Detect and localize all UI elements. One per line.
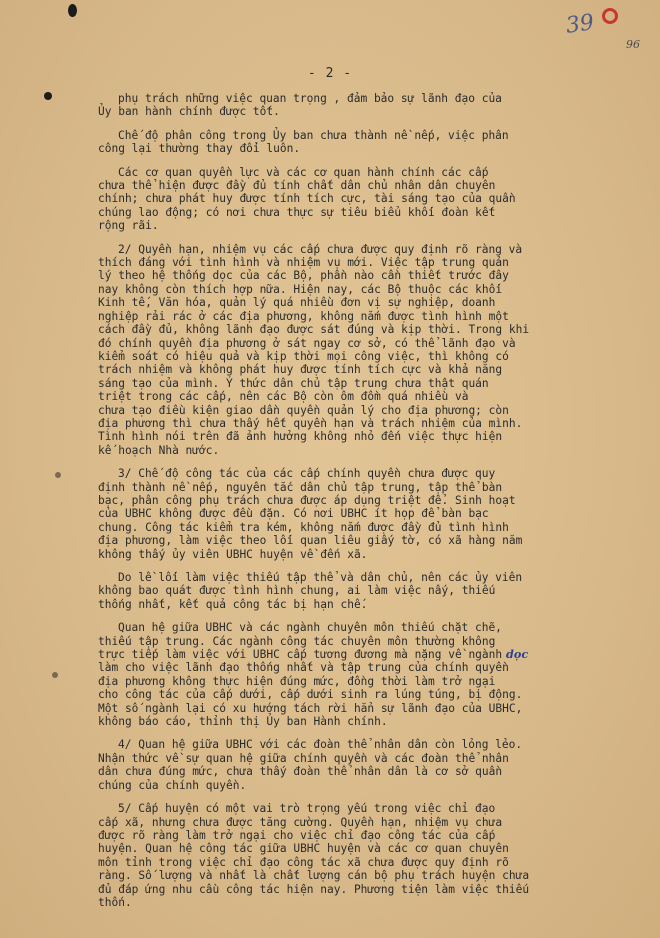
text-line: làm cho việc lãnh đạo thống nhất và tập trung của chính quyền [98, 661, 509, 675]
text-line: đó chính quyền địa phương ở sát ngay cơ sở, có thể lãnh đạo và [98, 336, 516, 350]
paragraph [98, 166, 623, 233]
text-line: dân chưa đúng mức, chưa thấy đoàn thể nhân dân là cơ sở quần [98, 765, 503, 779]
text-line: của UBHC không được đều đặn. Có nơi UBHC ít họp để bàn bạc [98, 507, 489, 521]
text-line: thốn. [98, 895, 132, 909]
text-line: cho công tác của cấp dưới, cấp dưới sinh ra lúng túng, bị động. [98, 688, 523, 702]
text-line: Ủy ban hành chính được tốt. [98, 105, 280, 119]
text-line: nay không còn thích hợp nữa. Hiện nay, các Bộ thuộc các khối [98, 282, 503, 296]
text-line: thống nhất, kết quả công tác bị hạn chế. [98, 597, 368, 611]
paragraph [98, 621, 623, 728]
paragraph [98, 738, 623, 792]
text-line: không thấy ủy viên UBHC huyện về đến xã. [98, 547, 368, 561]
text-line: trực tiếp làm việc với UBHC cấp tương đương mà nặng về ngành dọc [98, 647, 529, 662]
text-line: chưa tạo điều kiện giao dần quyền quản lý cho địa phương; còn [98, 403, 509, 417]
paragraph [98, 802, 623, 909]
text-line: Kinh tế, Văn hóa, quản lý quá nhiều đơn vị sự nghiệp, doanh [98, 296, 496, 310]
text-line: cách đầy đủ, không lãnh đạo được sát đúng và kịp thời. Trong khi [98, 323, 530, 337]
paragraph [98, 92, 623, 119]
text-line: nghiệp rải rác ở các địa phương, không nắm được tình hình một [98, 309, 509, 323]
text-line: Tình hình nói trên đã ảnh hưởng không nhỏ đến việc thực hiện [98, 430, 503, 444]
paragraph [98, 243, 623, 458]
text-line: Một số ngành lại có xu hướng tách rời hẳn sự lãnh đạo của UBHC, [98, 701, 523, 715]
text-line: cấp xã, nhưng chưa được tăng cường. Quyền hạn, nhiệm vụ chưa [98, 815, 503, 829]
punch-hole-top [68, 4, 77, 17]
text-line: triệt trong các cấp, nên các Bộ còn ôm đồm quá nhiều và [98, 390, 469, 404]
text-line: môn tỉnh trong việc chỉ đạo công tác xã chưa được quy định rõ [98, 855, 509, 869]
text-line: chung. Công tác kiểm tra kém, không nắm được đầy đủ tình hình [98, 520, 509, 534]
text-line: thiếu tập trung. Các ngành công tác chuyên môn thường không [98, 634, 496, 648]
text-line: chưa thể hiện được đầy đủ tính chất dân chủ nhân dân chuyên [98, 179, 496, 193]
paragraph [98, 571, 623, 611]
text-line: chúng của chính quyền. [98, 778, 247, 792]
text-line: Nhận thức về sự quan hệ giữa chính quyền và các đoàn thể nhân [98, 751, 509, 765]
handwritten-margin-note: dọc [502, 647, 529, 662]
text-line: được rõ ràng làm trở ngại cho việc chỉ đạo công tác của cấp [98, 828, 496, 842]
punch-hole-mid [55, 472, 61, 478]
text-line: phụ trách những việc quan trọng , đảm bảo sự lãnh đạo của [118, 92, 502, 105]
punch-hole-lower [52, 672, 58, 678]
archive-number: 39 [564, 10, 596, 39]
text-line: kiểm soát có hiệu quả và kịp thời mọi công việc, thì không có [98, 349, 509, 363]
text-line: địa phương không thực hiện đúng mức, đồng thời làm trở ngại [98, 674, 496, 688]
text-line: công lại thường thay đổi luôn. [98, 142, 301, 156]
text-line: kế hoạch Nhà nước. [98, 443, 220, 457]
text-line: sáng tạo của mình. Ý thức dân chủ tập trung chưa thật quán [98, 376, 489, 390]
text-line: bạc, phân công phụ trách chưa được áp dụng triệt để. Sinh hoạt [98, 493, 516, 507]
text-line: Các cơ quan quyền lực và các cơ quan hành chính các cấp [118, 165, 489, 179]
text-line: 5/ Cấp huyện có một vai trò trọng yếu trong việc chỉ đạo [118, 802, 496, 816]
document-body [98, 92, 623, 919]
text-line: chúng lao động; có nơi chưa thực sự tiêu biểu khối đoàn kết [98, 205, 496, 219]
text-line: Chế độ phân công trong Ủy ban chưa thành nề nếp, việc phân [118, 128, 509, 142]
text-line: Do lề lối làm việc thiếu tập thể và dân chủ, nên các ủy viên [118, 571, 523, 584]
text-line: lý theo hệ thống dọc của các Bộ, phần nào cần thiết trước đây [98, 269, 509, 283]
punch-hole-upper [44, 92, 52, 100]
text-line: không báo cáo, thỉnh thị Ủy ban Hành chính. [98, 715, 388, 729]
paragraph [98, 467, 623, 561]
text-line: ràng. Số lượng và nhất là chất lượng cán bộ phụ trách huyện chưa [98, 869, 530, 883]
red-stamp-mark [602, 8, 618, 24]
text-line: 2/ Quyền hạn, nhiệm vụ các cấp chưa được quy định rõ ràng và [118, 242, 523, 256]
text-line: 4/ Quan hệ giữa UBHC với các đoàn thể nhân dân còn lỏng lẻo. [118, 738, 523, 752]
text-line: huyện. Quan hệ công tác giữa UBHC huyện và các cơ quan chuyên [98, 842, 509, 856]
page-number: - 2 - [307, 66, 353, 81]
text-line: Quan hệ giữa UBHC và các ngành chuyên môn thiếu chặt chẽ, [118, 621, 502, 635]
text-line: thích đáng với tình hình và nhiệm vụ mới. Việc tập trung quản [98, 256, 509, 270]
text-line: đủ đáp ứng nhu cầu công tác hiện nay. Phương tiện làm việc thiếu [98, 882, 530, 896]
paragraph [98, 129, 623, 156]
text-line: chính; chưa phát huy được tính tích cực, tài sáng tạo của quần [98, 192, 516, 206]
archive-number-small: 96 [626, 38, 640, 51]
text-line: định thành nề nếp, nguyên tắc dân chủ tập trung, tập thể bàn [98, 480, 503, 494]
text-line: địa phương, làm việc theo lối quan liêu giấy tờ, có xã hàng năm [98, 534, 523, 548]
text-line: không bao quát được tình hình chung, ai làm việc nấy, thiếu [98, 584, 496, 598]
text-line: rộng rãi. [98, 219, 159, 233]
text-line: địa phương thì chưa thấy hết quyền hạn và trách nhiệm của mình. [98, 416, 523, 430]
text-line: trách nhiệm và không phát huy được tính tích cực và khả năng [98, 363, 503, 377]
text-line: 3/ Chế độ công tác của các cấp chính quyền chưa được quy [118, 467, 496, 481]
